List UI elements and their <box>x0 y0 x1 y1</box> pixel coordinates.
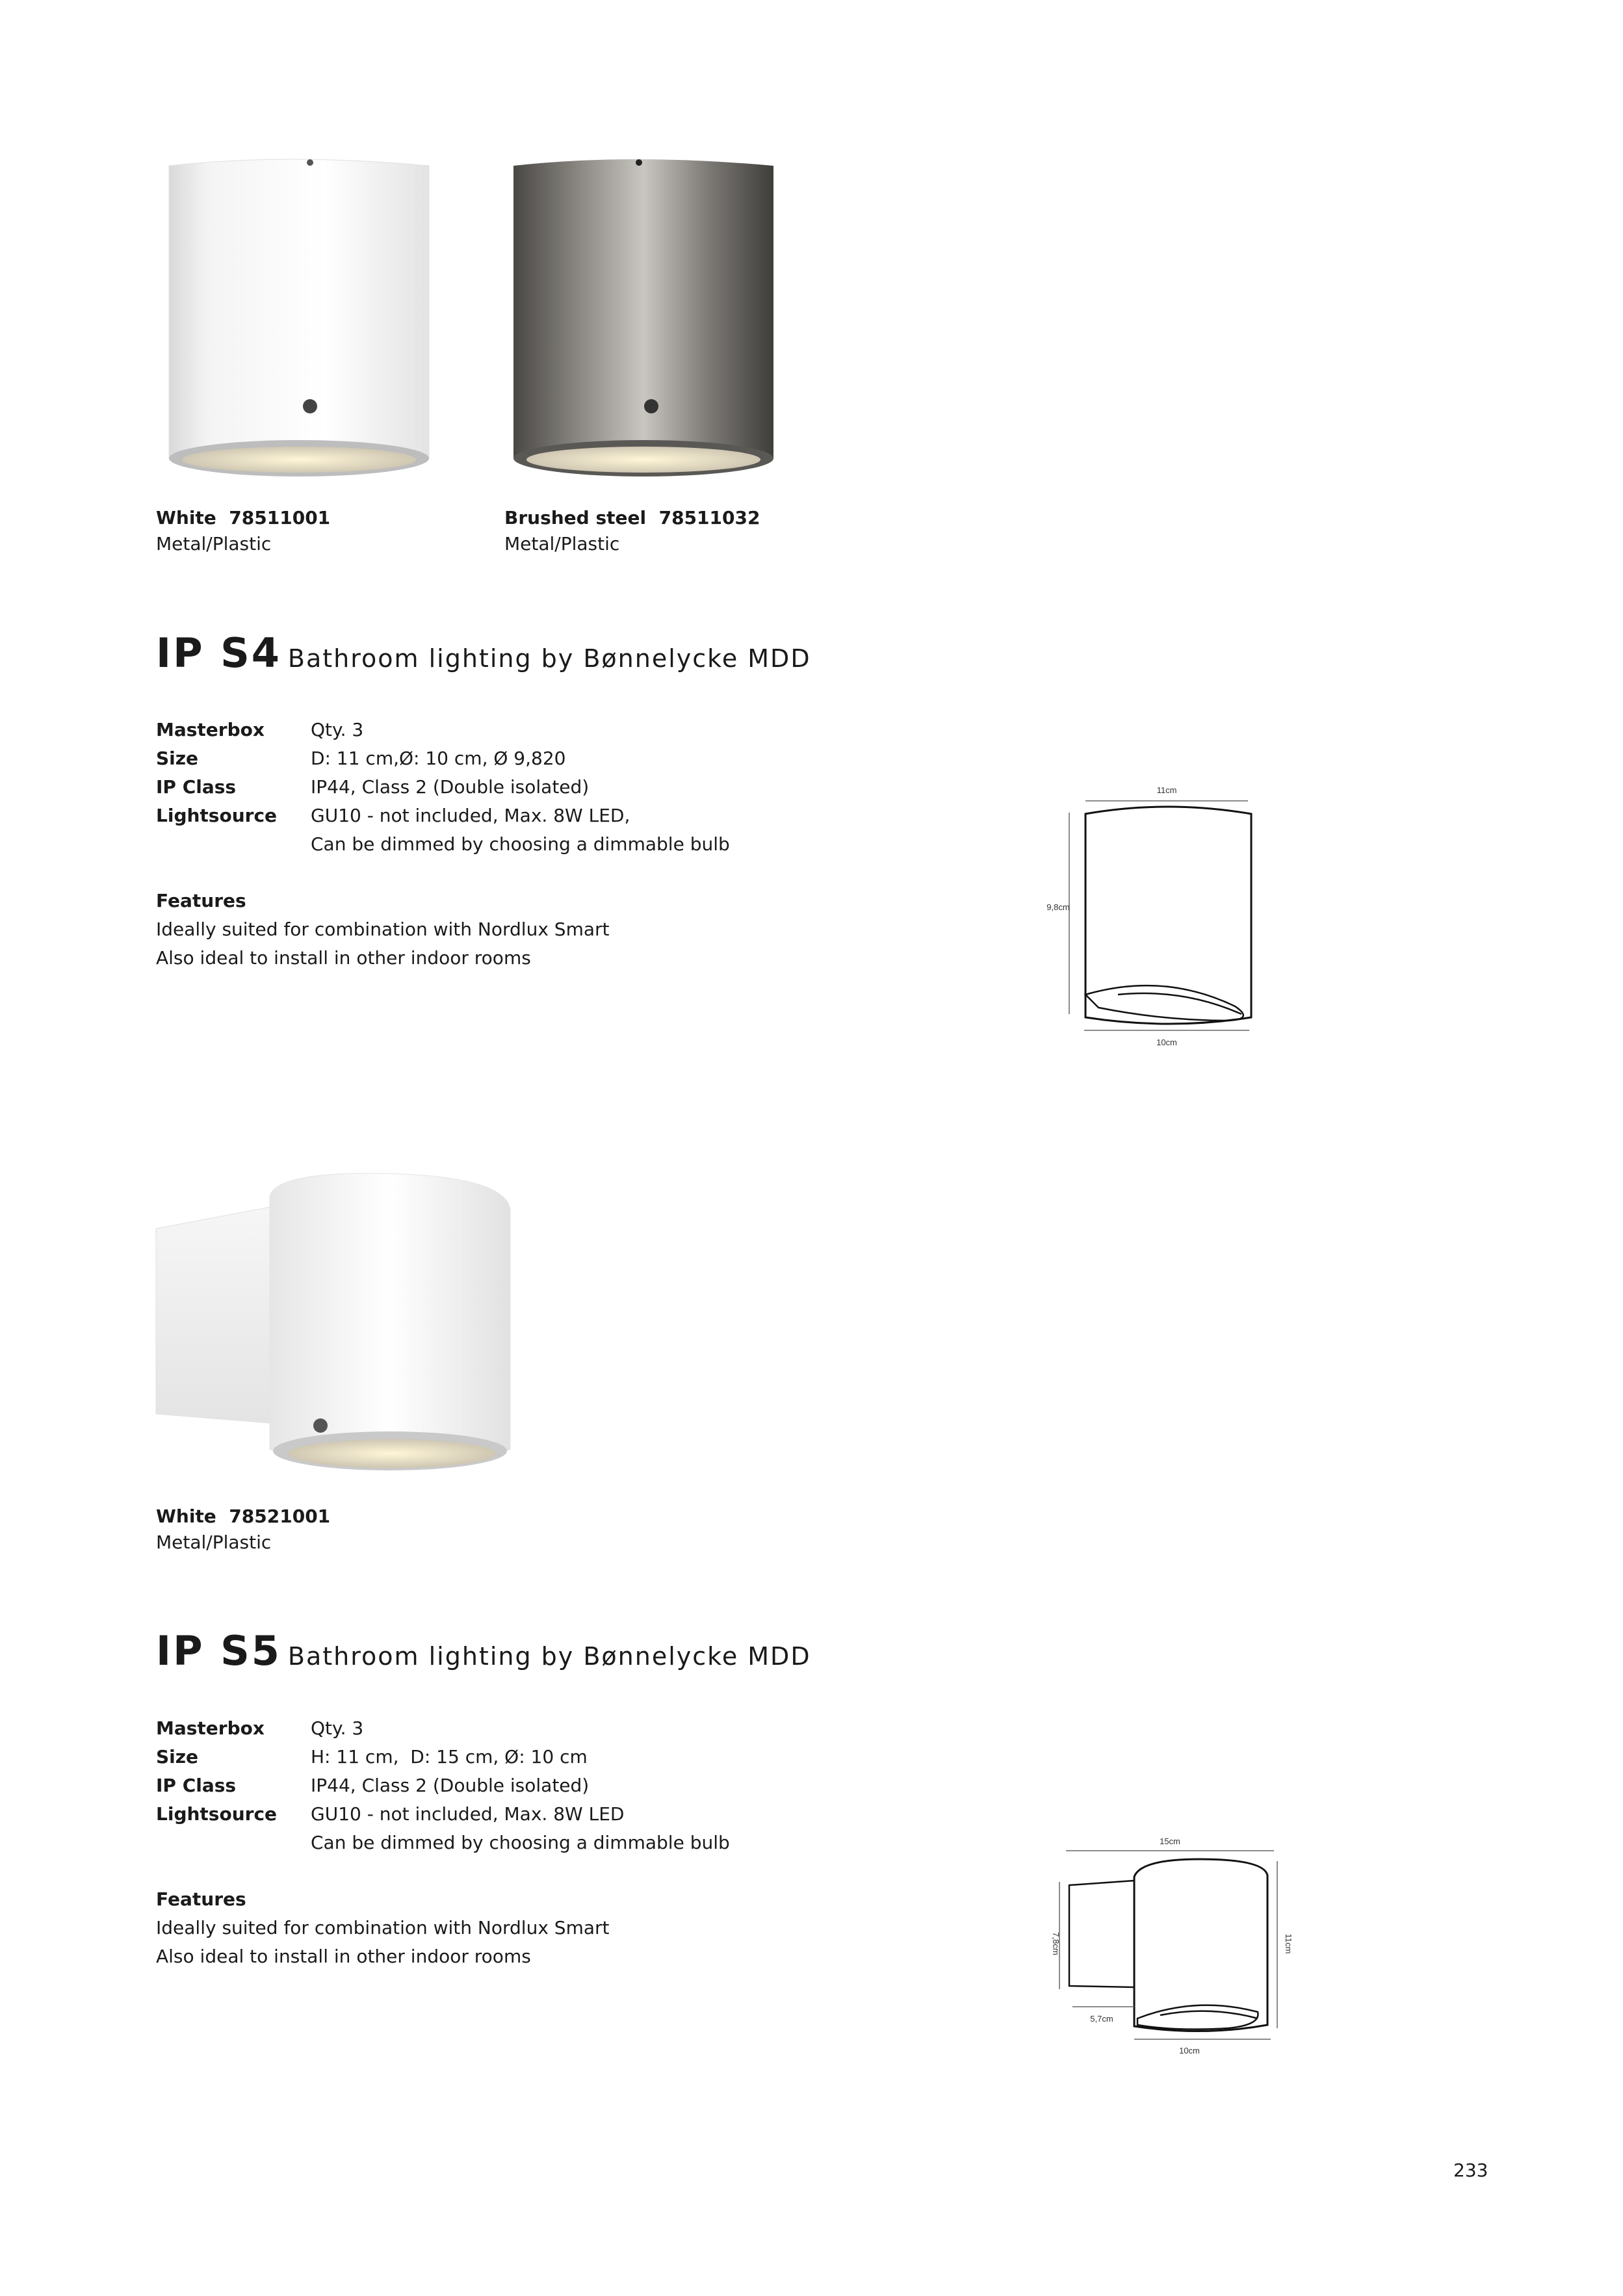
product-material: Metal/Plastic <box>156 1532 272 1553</box>
spec-table-ip-s4 <box>156 715 730 858</box>
spec-value: Can be dimmed by choosing a dimmable bulb <box>311 833 730 855</box>
product-name: Brushed steel <box>504 507 647 528</box>
dimension-label-diameter: 10cm <box>1156 1037 1177 1047</box>
spec-label <box>156 1828 311 1857</box>
product-photo-white-s4 <box>156 146 442 484</box>
feature-item: Ideally suited for combination with Nordlux Smart <box>156 919 610 940</box>
spec-row <box>156 1771 730 1799</box>
spec-label: Size <box>156 747 199 769</box>
product-material: Metal/Plastic <box>504 533 620 554</box>
dimension-drawing-ip-s5 <box>1033 1830 1293 2064</box>
dimension-label-bracket-depth: 5,7cm <box>1090 2014 1113 2024</box>
features-heading: Features <box>156 890 246 911</box>
spec-label: Size <box>156 1745 199 1768</box>
spec-label <box>156 829 311 858</box>
spec-value: GU10 - not included, Max. 8W LED <box>311 1803 625 1825</box>
dimension-drawing-ip-s4 <box>1033 774 1267 1053</box>
page-number: 233 <box>1453 2159 1488 2181</box>
product-code: 78521001 <box>229 1506 331 1527</box>
dimension-label-diameter: 10cm <box>1179 2046 1200 2055</box>
spec-table-ip-s5 <box>156 1714 730 1857</box>
spec-label: Lightsource <box>156 1803 278 1825</box>
spec-value: H: 11 cm, D: 15 cm, Ø: 10 cm <box>311 1745 588 1768</box>
spec-label: Lightsource <box>156 804 278 826</box>
dimension-label-depth: 15cm <box>1160 1836 1180 1846</box>
features-heading: Features <box>156 1888 246 1910</box>
product-code: 78511032 <box>658 507 760 528</box>
dimension-label-width: 11cm <box>1156 785 1177 795</box>
spec-value: Qty. 3 <box>311 1717 364 1739</box>
product-photo-white-s5 <box>153 1170 517 1482</box>
spec-row <box>156 744 730 772</box>
product-photo-brushed-steel-s4 <box>500 146 786 484</box>
spec-row <box>156 1828 730 1857</box>
spec-row <box>156 1714 730 1742</box>
features-ip-s4 <box>156 887 610 972</box>
spec-label: IP Class <box>156 1774 237 1796</box>
dimension-label-height: 11cm <box>1284 1933 1293 1954</box>
spec-value: IP44, Class 2 (Double isolated) <box>311 1774 590 1796</box>
spec-value: D: 11 cm,Ø: 10 cm, Ø 9,820 <box>311 747 566 769</box>
product-caption-brushed-steel-s4 <box>504 505 760 557</box>
spec-row <box>156 1799 730 1828</box>
feature-item: Also ideal to install in other indoor rooms <box>156 947 531 969</box>
spec-label: Masterbox <box>156 718 265 740</box>
feature-item: Ideally suited for combination with Nordlux Smart <box>156 1917 610 1938</box>
spec-label: IP Class <box>156 776 237 798</box>
features-ip-s5 <box>156 1885 610 1971</box>
product-material: Metal/Plastic <box>156 533 272 554</box>
product-series-title: IP S4 <box>156 629 281 677</box>
feature-item: Also ideal to install in other indoor rooms <box>156 1946 531 1967</box>
product-series-subtitle: Bathroom lighting by Bønnelycke MDD <box>287 1642 811 1671</box>
spec-row <box>156 772 730 801</box>
product-series-title: IP S5 <box>156 1627 281 1675</box>
spec-row <box>156 715 730 744</box>
spec-value: IP44, Class 2 (Double isolated) <box>311 776 590 798</box>
spec-row <box>156 801 730 829</box>
spec-row <box>156 829 730 858</box>
product-caption-white-s4 <box>156 505 330 557</box>
section-title-ip-s4 <box>156 629 811 677</box>
spec-row <box>156 1742 730 1771</box>
product-code: 78511001 <box>229 507 331 528</box>
spec-label: Masterbox <box>156 1717 265 1739</box>
product-name: White <box>156 1506 216 1527</box>
product-name: White <box>156 507 216 528</box>
product-caption-white-s5 <box>156 1504 330 1556</box>
spec-value: Qty. 3 <box>311 718 364 740</box>
spec-value: GU10 - not included, Max. 8W LED, <box>311 804 630 826</box>
dimension-label-height: 9,8cm <box>1046 902 1070 912</box>
product-series-subtitle: Bathroom lighting by Bønnelycke MDD <box>287 644 811 673</box>
section-title-ip-s5 <box>156 1627 811 1675</box>
spec-value: Can be dimmed by choosing a dimmable bulb <box>311 1831 730 1853</box>
dimension-label-bracket-height: 7,8cm <box>1051 1932 1061 1955</box>
